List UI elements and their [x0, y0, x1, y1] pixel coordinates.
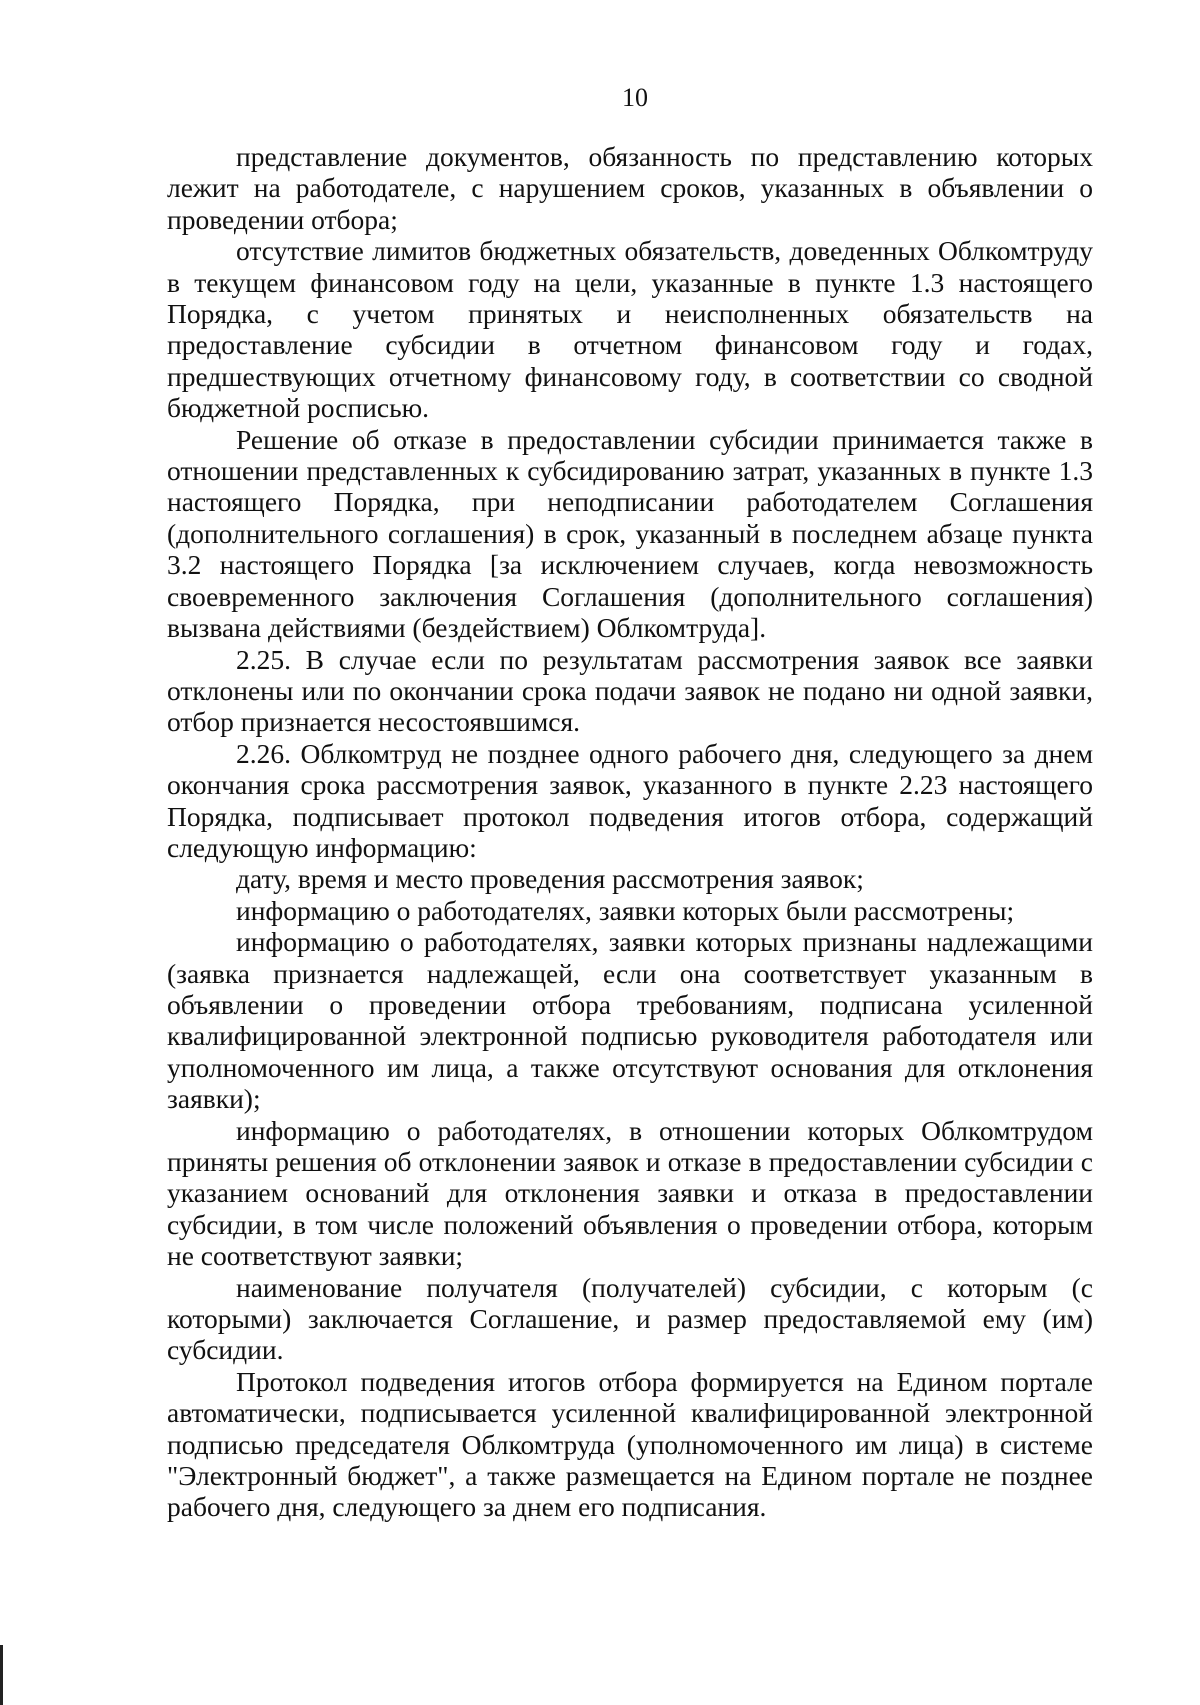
document-body — [167, 141, 1093, 1523]
list-item-date-time-place: дату, время и место проведения рассмотрения заявок; — [236, 863, 864, 895]
list-item-proper-applications: информацию о работодателях, заявки которых признаны надлежащими (заявка признается надлежащей, если она соответствует указанным в объявлении о проведении отбора требованиям, подписана усиленной квалифицированной электронной подписью руководителя работодателя или уполномоченного им лица, а также отсутствуют основания для отклонения заявки); — [167, 926, 1093, 1115]
paragraph-documents-deadline: представление документов, обязанность по представлению которых лежит на работодателе, с нарушением сроков, указанных в объявлении о проведении отбора; — [167, 141, 1093, 235]
page-number: 10 — [622, 83, 648, 112]
paragraph-budget-limits: отсутствие лимитов бюджетных обязательств, доведенных Облкомтруду в текущем финансовом году на цели, указанные в пункте 1.3 настоящего Порядка, с учетом принятых и неисполненных обязательств на предоставление субсидии в отчетном финансовом году и годах, предшествующих отчетному финансовому году, в соответствии со сводной бюджетной росписью. — [167, 235, 1093, 424]
scan-edge-mark — [0, 1645, 3, 1705]
paragraph-2-25: 2.25. В случае если по результатам рассмотрения заявок все заявки отклонены или по окончании срока подачи заявок не подано ни одной заявки, отбор признается несостоявшимся. — [167, 643, 1093, 738]
list-item-reviewed-employers: информацию о работодателях, заявки которых были рассмотрены; — [236, 894, 1015, 926]
paragraph-protocol-portal: Протокол подведения итогов отбора формируется на Едином портале автоматически, подписывается усиленной квалифицированной электронной подписью председателя Облкомтруда (уполномоченного им лица) в системе "Электронный бюджет", а также размещается на Едином портале не позднее рабочего дня, следующего за днем его подписания. — [167, 1365, 1093, 1523]
paragraph-refusal-decision: Решение об отказе в предоставлении субсидии принимается также в отношении представленных к субсидированию затрат, указанных в пункте 1.3 настоящего Порядка, при неподписании работодателем Соглашения (дополнительного соглашения) в срок, указанный в последнем абзаце пункта 3.2 настоящего Порядка [за исключением случаев, когда невозможность своевременного заключения Соглашения (дополнительного соглашения) вызвана действиями (бездействием) Облкомтруда]. — [167, 423, 1093, 644]
list-item-rejected-applications: информацию о работодателях, в отношении которых Облкомтрудом приняты решения об отклонении заявок и отказе в предоставлении субсидии с указанием оснований для отклонения заявки и отказа в предоставлении субсидии, в том числе положений объявления о проведении отбора, которым не соответствуют заявки; — [167, 1114, 1093, 1272]
paragraph-2-26: 2.26. Облкомтруд не позднее одного рабочего дня, следующего за днем окончания срока рассмотрения заявок, указанного в пункте 2.23 настоящего Порядка, подписывает протокол подведения итогов отбора, содержащий следующую информацию: — [167, 737, 1093, 863]
list-item-recipient-name: наименование получателя (получателей) субсидии, с которым (с которыми) заключается Соглашение, и размер предоставляемой ему (им) субсидии. — [167, 1271, 1093, 1366]
